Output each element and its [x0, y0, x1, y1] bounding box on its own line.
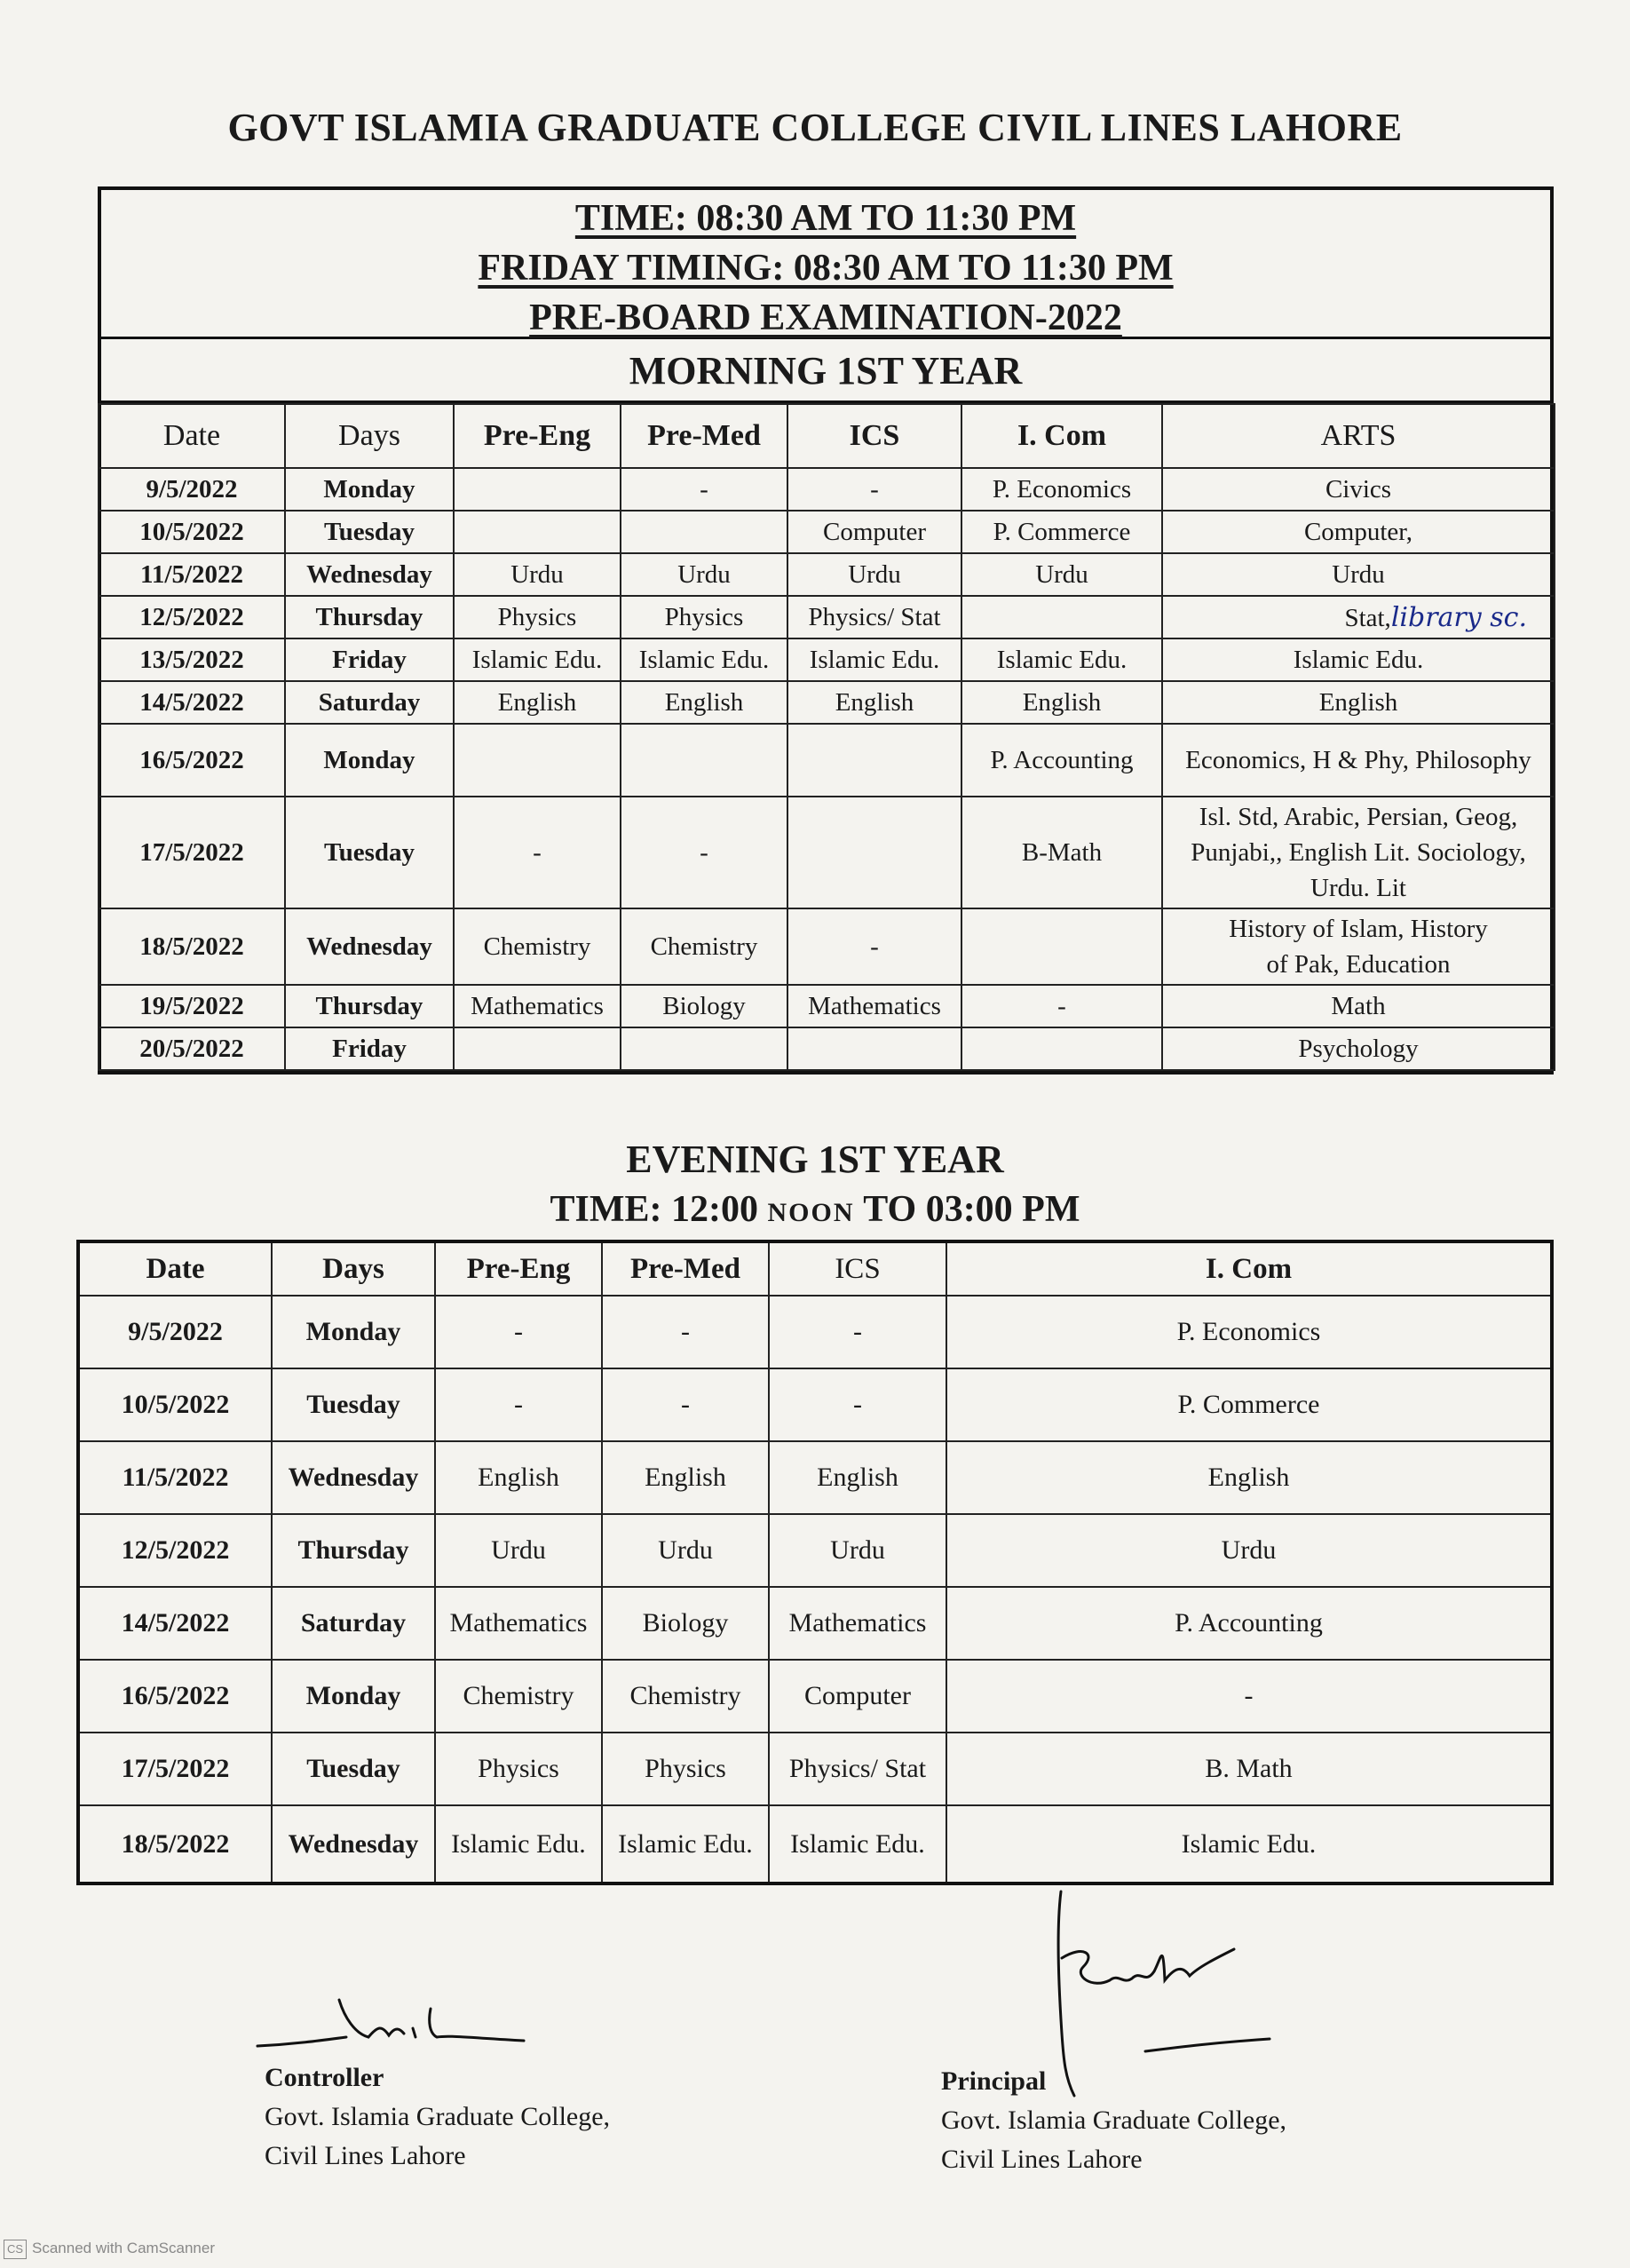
- cell-arts: English: [1162, 681, 1555, 724]
- cell-arts: Islamic Edu.: [1162, 638, 1555, 681]
- cell-i-com: Urdu: [946, 1514, 1552, 1587]
- cell-ics: -: [769, 1368, 946, 1441]
- cell-i-com: P. Economics: [961, 468, 1162, 511]
- cell-pre-eng: Islamic Edu.: [435, 1805, 602, 1883]
- exam-title: PRE-BOARD EXAMINATION-2022: [529, 297, 1122, 338]
- cell-day: Wednesday: [272, 1441, 435, 1514]
- cell-arts: History of Islam, History of Pak, Education: [1162, 908, 1555, 985]
- cell-day: Monday: [272, 1660, 435, 1733]
- col-date: Date: [99, 404, 285, 468]
- cell-pre-med: Chemistry: [602, 1660, 769, 1733]
- cell-pre-eng: [454, 468, 621, 511]
- cell-day: Tuesday: [272, 1368, 435, 1441]
- table-row: [99, 638, 1555, 681]
- cell-arts: Psychology: [1162, 1027, 1555, 1070]
- evening-time-end: TO 03:00 PM: [863, 1189, 1080, 1230]
- cell-pre-med: English: [602, 1441, 769, 1514]
- cell-ics: [787, 797, 961, 908]
- col-ics: ICS: [787, 404, 961, 468]
- cell-i-com: [961, 908, 1162, 985]
- cell-pre-eng: Chemistry: [435, 1660, 602, 1733]
- cell-arts: Isl. Std, Arabic, Persian, Geog, Punjabi,, English Lit. Sociology, Urdu. Lit: [1162, 797, 1555, 908]
- table-row: [99, 681, 1555, 724]
- exam-time: TIME: 08:30 AM TO 11:30 PM: [574, 198, 1077, 239]
- cell-ics: [787, 724, 961, 797]
- table-row: [78, 1296, 1552, 1368]
- scanner-text: Scanned with CamScanner: [32, 2240, 216, 2256]
- cell-arts: Civics: [1162, 468, 1555, 511]
- cell-pre-med: Biology: [602, 1587, 769, 1660]
- cell-pre-eng: [454, 1027, 621, 1070]
- cell-pre-med: Islamic Edu.: [621, 638, 787, 681]
- cell-i-com: [961, 596, 1162, 638]
- cell-ics: Mathematics: [769, 1587, 946, 1660]
- controller-org: Govt. Islamia Graduate College,: [265, 2102, 611, 2131]
- cell-day: Friday: [285, 1027, 454, 1070]
- cell-pre-med: -: [602, 1296, 769, 1368]
- cell-pre-eng: Mathematics: [435, 1587, 602, 1660]
- cell-pre-med: Physics: [602, 1733, 769, 1805]
- controller-place: Civil Lines Lahore: [265, 2141, 466, 2170]
- handwritten-note: library sc.: [1390, 601, 1527, 633]
- cell-ics: Physics/ Stat: [787, 596, 961, 638]
- cell-pre-eng: Physics: [454, 596, 621, 638]
- cell-arts: Urdu: [1162, 553, 1555, 596]
- cell-date: 17/5/2022: [99, 797, 285, 908]
- cell-day: Thursday: [285, 985, 454, 1027]
- cell-ics: Islamic Edu.: [787, 638, 961, 681]
- cell-pre-eng: Islamic Edu.: [454, 638, 621, 681]
- col-pre-med: Pre-Med: [602, 1241, 769, 1296]
- cell-pre-eng: Chemistry: [454, 908, 621, 985]
- cell-date: 16/5/2022: [78, 1660, 272, 1733]
- cell-day: Wednesday: [285, 908, 454, 985]
- cell-date: 18/5/2022: [78, 1805, 272, 1883]
- cell-day: Thursday: [285, 596, 454, 638]
- cell-ics: -: [769, 1296, 946, 1368]
- controller-block: [265, 2058, 610, 2176]
- cell-pre-med: [621, 511, 787, 553]
- cell-ics: Computer: [769, 1660, 946, 1733]
- col-pre-med: Pre-Med: [621, 404, 787, 468]
- cell-i-com: -: [946, 1660, 1552, 1733]
- table-row: [99, 1027, 1555, 1070]
- cell-date: 9/5/2022: [99, 468, 285, 511]
- col-days: Days: [272, 1241, 435, 1296]
- principal-role: Principal: [941, 2066, 1047, 2096]
- cell-i-com: B. Math: [946, 1733, 1552, 1805]
- cell-date: 16/5/2022: [99, 724, 285, 797]
- cell-pre-med: -: [621, 797, 787, 908]
- cell-ics: Computer: [787, 511, 961, 553]
- cell-pre-eng: English: [435, 1441, 602, 1514]
- cell-date: 12/5/2022: [78, 1514, 272, 1587]
- table-row: [99, 908, 1555, 985]
- cell-pre-med: English: [621, 681, 787, 724]
- cell-pre-med: [621, 724, 787, 797]
- cell-ics: -: [787, 908, 961, 985]
- col-date: Date: [78, 1241, 272, 1296]
- cell-i-com: P. Accounting: [961, 724, 1162, 797]
- cell-pre-eng: -: [435, 1296, 602, 1368]
- scanner-note: [4, 2240, 215, 2259]
- cell-i-com: Islamic Edu.: [946, 1805, 1552, 1883]
- cell-date: 11/5/2022: [99, 553, 285, 596]
- cell-arts: Economics, H & Phy, Philosophy: [1162, 724, 1555, 797]
- college-title: GOVT ISLAMIA GRADUATE COLLEGE CIVIL LINES LAHORE: [227, 106, 1403, 149]
- cell-pre-eng: [454, 724, 621, 797]
- evening-time: [0, 1185, 1630, 1238]
- cell-pre-med: Physics: [621, 596, 787, 638]
- cell-date: 18/5/2022: [99, 908, 285, 985]
- cell-ics: -: [787, 468, 961, 511]
- cell-ics: Urdu: [787, 553, 961, 596]
- cell-day: Monday: [272, 1296, 435, 1368]
- cell-date: 14/5/2022: [78, 1587, 272, 1660]
- evening-timetable: [76, 1240, 1554, 1885]
- cell-pre-eng: -: [435, 1368, 602, 1441]
- controller-signature: [240, 1982, 559, 2062]
- cell-pre-med: Islamic Edu.: [602, 1805, 769, 1883]
- table-row: [99, 468, 1555, 511]
- evening-time-start: TIME: 12:00: [550, 1189, 759, 1230]
- col-i-com: I. Com: [946, 1241, 1552, 1296]
- cell-i-com: P. Economics: [946, 1296, 1552, 1368]
- cell-date: 19/5/2022: [99, 985, 285, 1027]
- table-row: [99, 797, 1555, 908]
- cell-day: Friday: [285, 638, 454, 681]
- col-days: Days: [285, 404, 454, 468]
- cell-day: Tuesday: [272, 1733, 435, 1805]
- cell-day: Wednesday: [285, 553, 454, 596]
- cell-date: 9/5/2022: [78, 1296, 272, 1368]
- cell-i-com: P. Commerce: [961, 511, 1162, 553]
- cell-pre-med: -: [621, 468, 787, 511]
- cell-pre-eng: Physics: [435, 1733, 602, 1805]
- cell-ics: Mathematics: [787, 985, 961, 1027]
- cell-ics: Physics/ Stat: [769, 1733, 946, 1805]
- cell-ics: Islamic Edu.: [769, 1805, 946, 1883]
- morning-title: MORNING 1ST YEAR: [98, 339, 1554, 403]
- cell-day: Saturday: [272, 1587, 435, 1660]
- cell-pre-eng: Urdu: [435, 1514, 602, 1587]
- cell-i-com: P. Accounting: [946, 1587, 1552, 1660]
- table-row: [78, 1368, 1552, 1441]
- cell-date: 10/5/2022: [99, 511, 285, 553]
- cell-day: Thursday: [272, 1514, 435, 1587]
- cell-pre-med: Biology: [621, 985, 787, 1027]
- cell-i-com: Urdu: [961, 553, 1162, 596]
- evening-time-noon: NOON: [767, 1198, 855, 1227]
- table-row: [78, 1660, 1552, 1733]
- col-pre-eng: Pre-Eng: [454, 404, 621, 468]
- cell-i-com: B-Math: [961, 797, 1162, 908]
- arts-value: Stat,: [1344, 603, 1391, 632]
- cell-date: 10/5/2022: [78, 1368, 272, 1441]
- cell-pre-eng: -: [454, 797, 621, 908]
- cell-arts: [1162, 596, 1555, 638]
- table-row: [99, 553, 1555, 596]
- exam-header: [98, 186, 1554, 339]
- cell-date: 17/5/2022: [78, 1733, 272, 1805]
- cell-day: Tuesday: [285, 797, 454, 908]
- cell-i-com: Islamic Edu.: [961, 638, 1162, 681]
- principal-org: Govt. Islamia Graduate College,: [941, 2105, 1287, 2135]
- table-row: [99, 511, 1555, 553]
- cell-ics: Urdu: [769, 1514, 946, 1587]
- morning-header-row: [99, 404, 1555, 468]
- col-i-com: I. Com: [961, 404, 1162, 468]
- cell-date: 13/5/2022: [99, 638, 285, 681]
- cell-day: Saturday: [285, 681, 454, 724]
- cell-arts: Math: [1162, 985, 1555, 1027]
- cell-pre-med: [621, 1027, 787, 1070]
- cell-day: Tuesday: [285, 511, 454, 553]
- cell-pre-med: Urdu: [602, 1514, 769, 1587]
- table-row: [78, 1587, 1552, 1660]
- table-row: [99, 724, 1555, 797]
- controller-role: Controller: [265, 2063, 384, 2092]
- cell-ics: English: [787, 681, 961, 724]
- cell-day: Wednesday: [272, 1805, 435, 1883]
- principal-place: Civil Lines Lahore: [941, 2145, 1143, 2174]
- table-row: [99, 985, 1555, 1027]
- col-ics: ICS: [769, 1241, 946, 1296]
- camscanner-icon: CS: [4, 2240, 27, 2259]
- cell-arts: Computer,: [1162, 511, 1555, 553]
- cell-date: 11/5/2022: [78, 1441, 272, 1514]
- cell-date: 14/5/2022: [99, 681, 285, 724]
- col-arts: ARTS: [1162, 404, 1555, 468]
- col-pre-eng: Pre-Eng: [435, 1241, 602, 1296]
- cell-pre-med: Urdu: [621, 553, 787, 596]
- evening-title: EVENING 1ST YEAR: [626, 1138, 1004, 1181]
- cell-i-com: P. Commerce: [946, 1368, 1552, 1441]
- cell-i-com: English: [946, 1441, 1552, 1514]
- table-row: [99, 596, 1555, 638]
- cell-ics: [787, 1027, 961, 1070]
- cell-pre-eng: [454, 511, 621, 553]
- evening-header-row: [78, 1241, 1552, 1296]
- cell-day: Monday: [285, 724, 454, 797]
- cell-pre-eng: English: [454, 681, 621, 724]
- morning-timetable: [98, 403, 1555, 1071]
- table-row: [78, 1805, 1552, 1883]
- friday-timing: FRIDAY TIMING: 08:30 AM TO 11:30 PM: [478, 248, 1174, 289]
- cell-pre-eng: Mathematics: [454, 985, 621, 1027]
- cell-pre-med: Chemistry: [621, 908, 787, 985]
- cell-i-com: -: [961, 985, 1162, 1027]
- table-row: [78, 1441, 1552, 1514]
- cell-date: 12/5/2022: [99, 596, 285, 638]
- cell-date: 20/5/2022: [99, 1027, 285, 1070]
- cell-pre-eng: Urdu: [454, 553, 621, 596]
- cell-i-com: [961, 1027, 1162, 1070]
- table-row: [78, 1514, 1552, 1587]
- principal-block: [941, 2062, 1286, 2179]
- cell-i-com: English: [961, 681, 1162, 724]
- cell-ics: English: [769, 1441, 946, 1514]
- cell-pre-med: -: [602, 1368, 769, 1441]
- cell-day: Monday: [285, 468, 454, 511]
- table-row: [78, 1733, 1552, 1805]
